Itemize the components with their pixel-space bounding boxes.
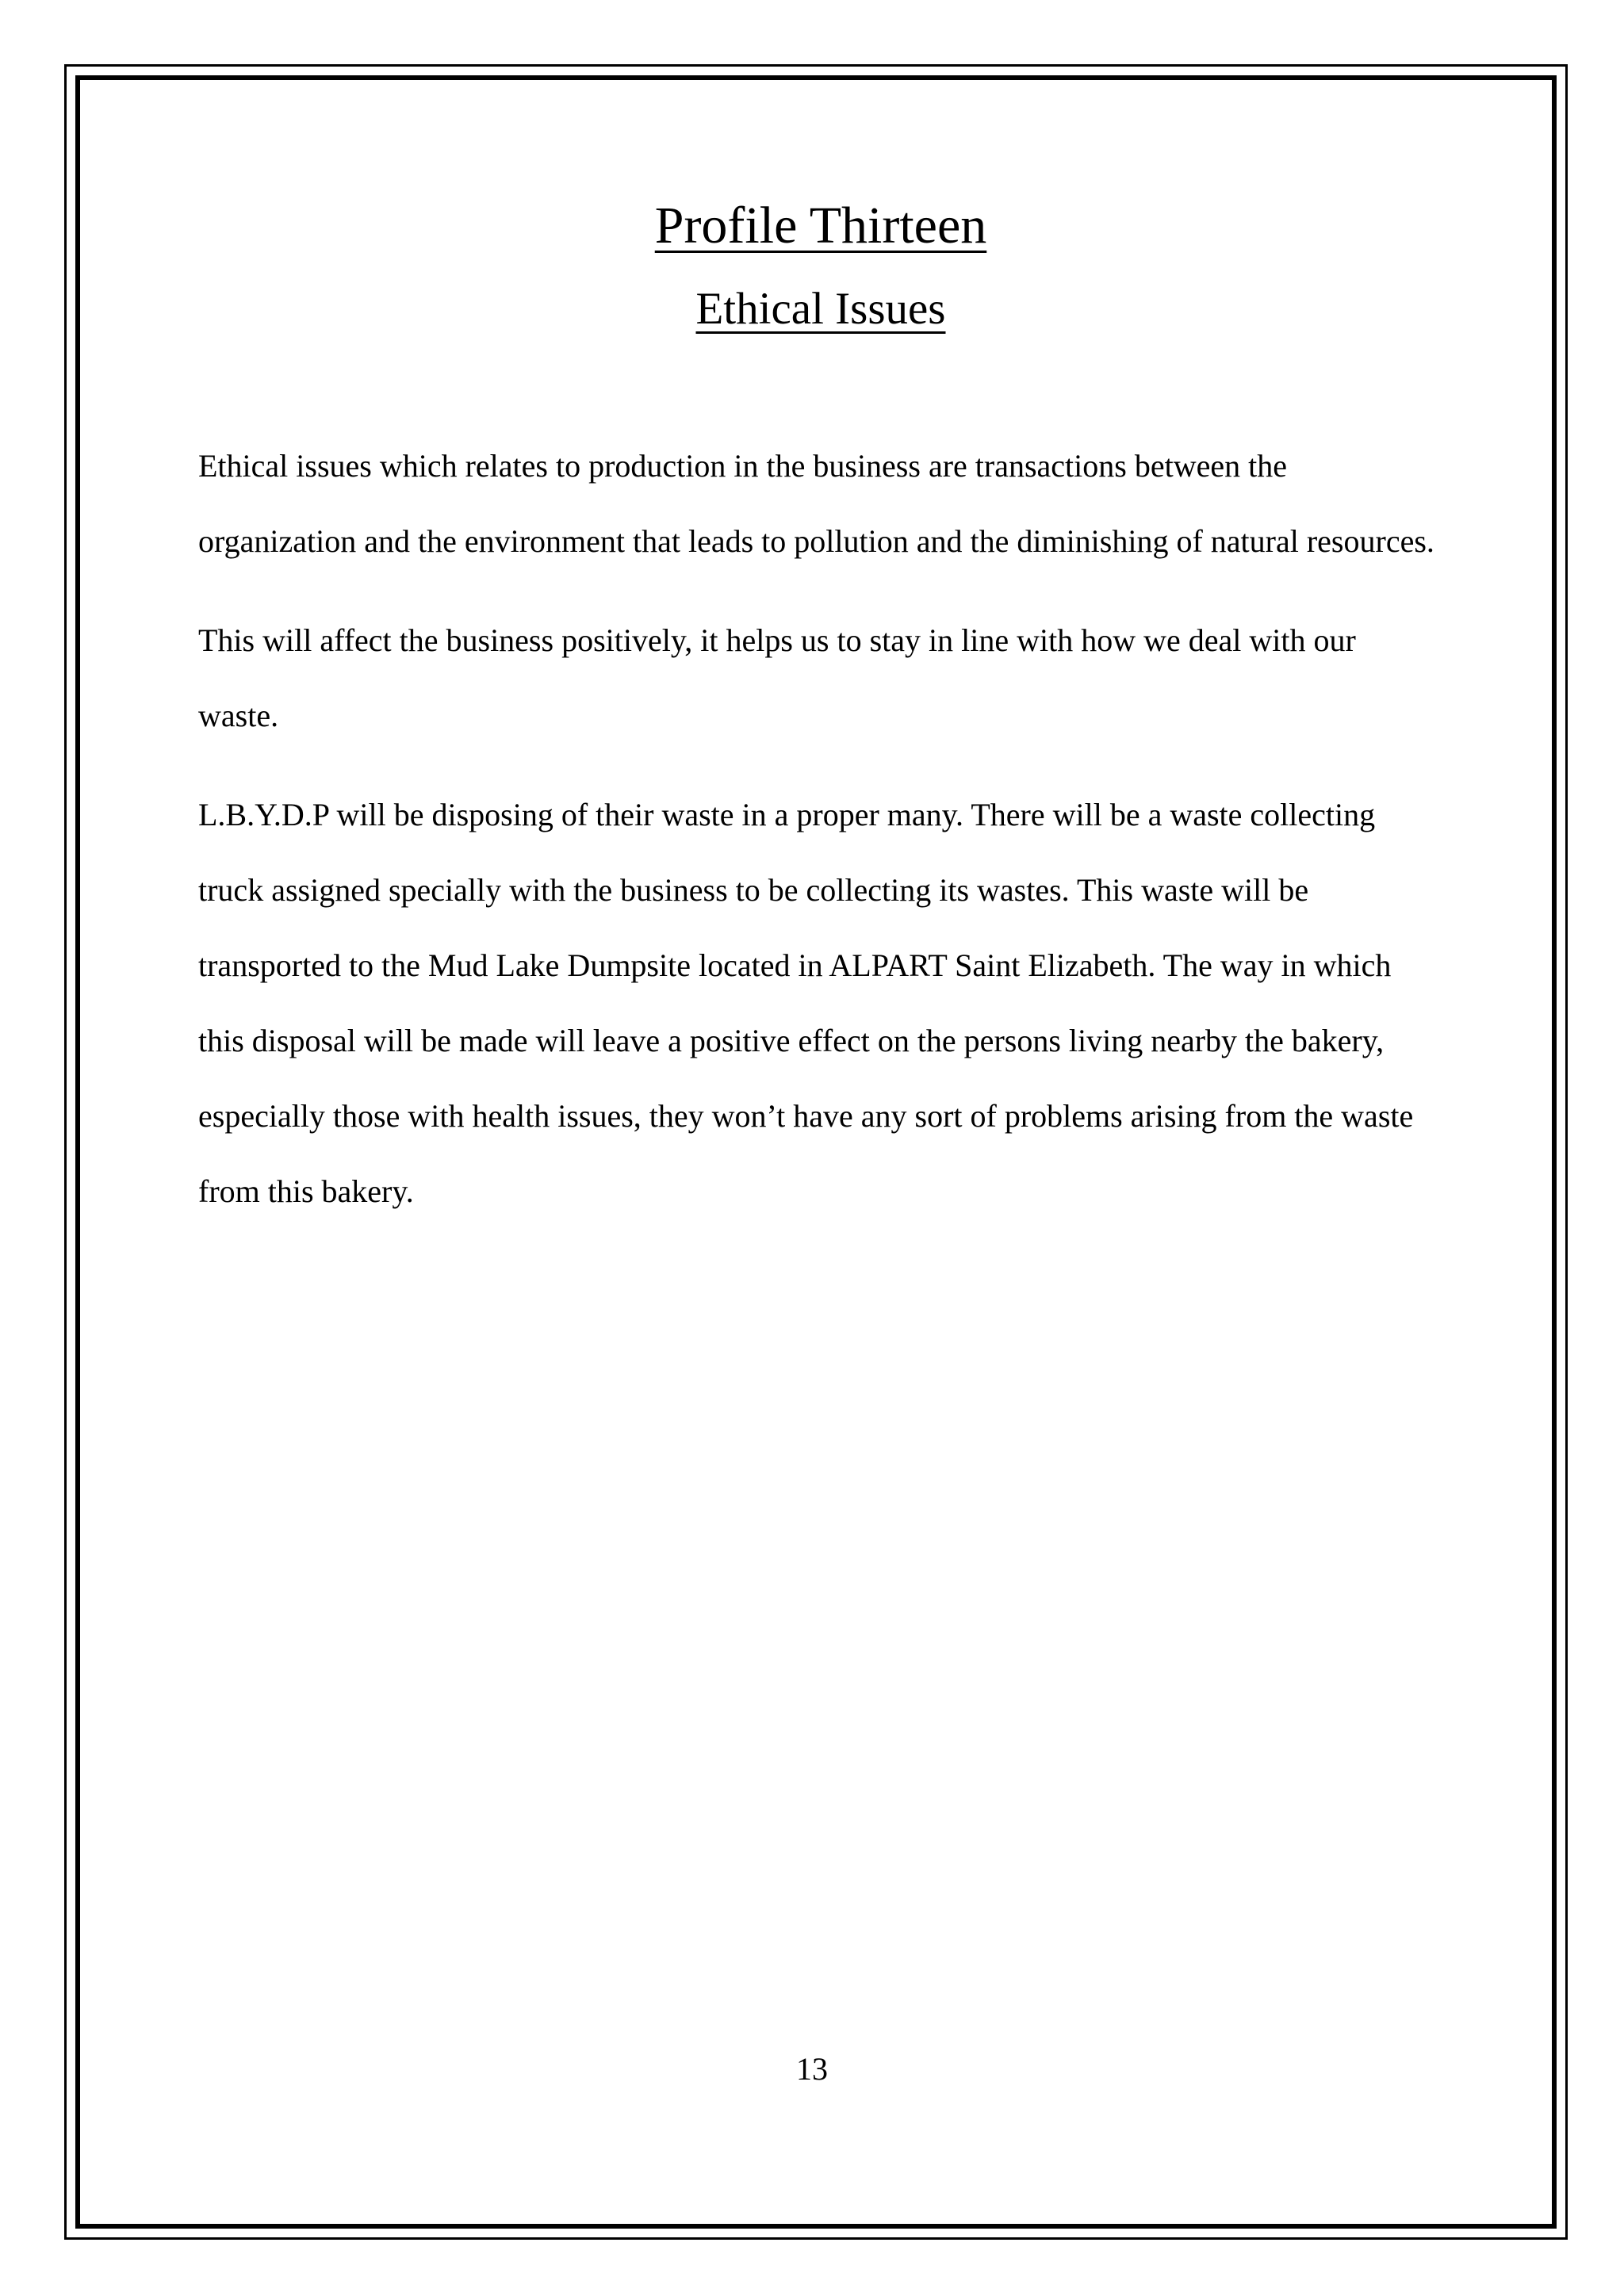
paragraph-business-effect: This will affect the business positively, it helps us to stay in line with how we deal with our waste.: [198, 622, 1356, 733]
page-subtitle: [198, 277, 1443, 341]
page-subtitle-text: Ethical Issues: [695, 284, 946, 334]
page-title-text: Profile Thirteen: [654, 197, 987, 254]
paragraph-waste-disposal: L.B.Y.D.P will be disposing of their waste in a proper many. There will be a waste collecting truck assigned specially with the business to be collecting its wastes. This waste will be transported to the Mud Lake Dumpsite located in ALPART Saint Elizabeth. The way in which this disposal will be made will leave a positive effect on the persons living nearby the bakery, especially those with health issues, they won’t have any sort of problems arising from the waste from this bakery.: [198, 797, 1414, 1209]
page-title: [198, 190, 1443, 262]
page-number: 13: [796, 2051, 828, 2087]
paragraph-ethical-issues: Ethical issues which relates to production in the business are transactions between the organization and the environment that leads to pollution and the diminishing of natural resources.: [198, 448, 1434, 559]
body-text: [198, 428, 1443, 1253]
